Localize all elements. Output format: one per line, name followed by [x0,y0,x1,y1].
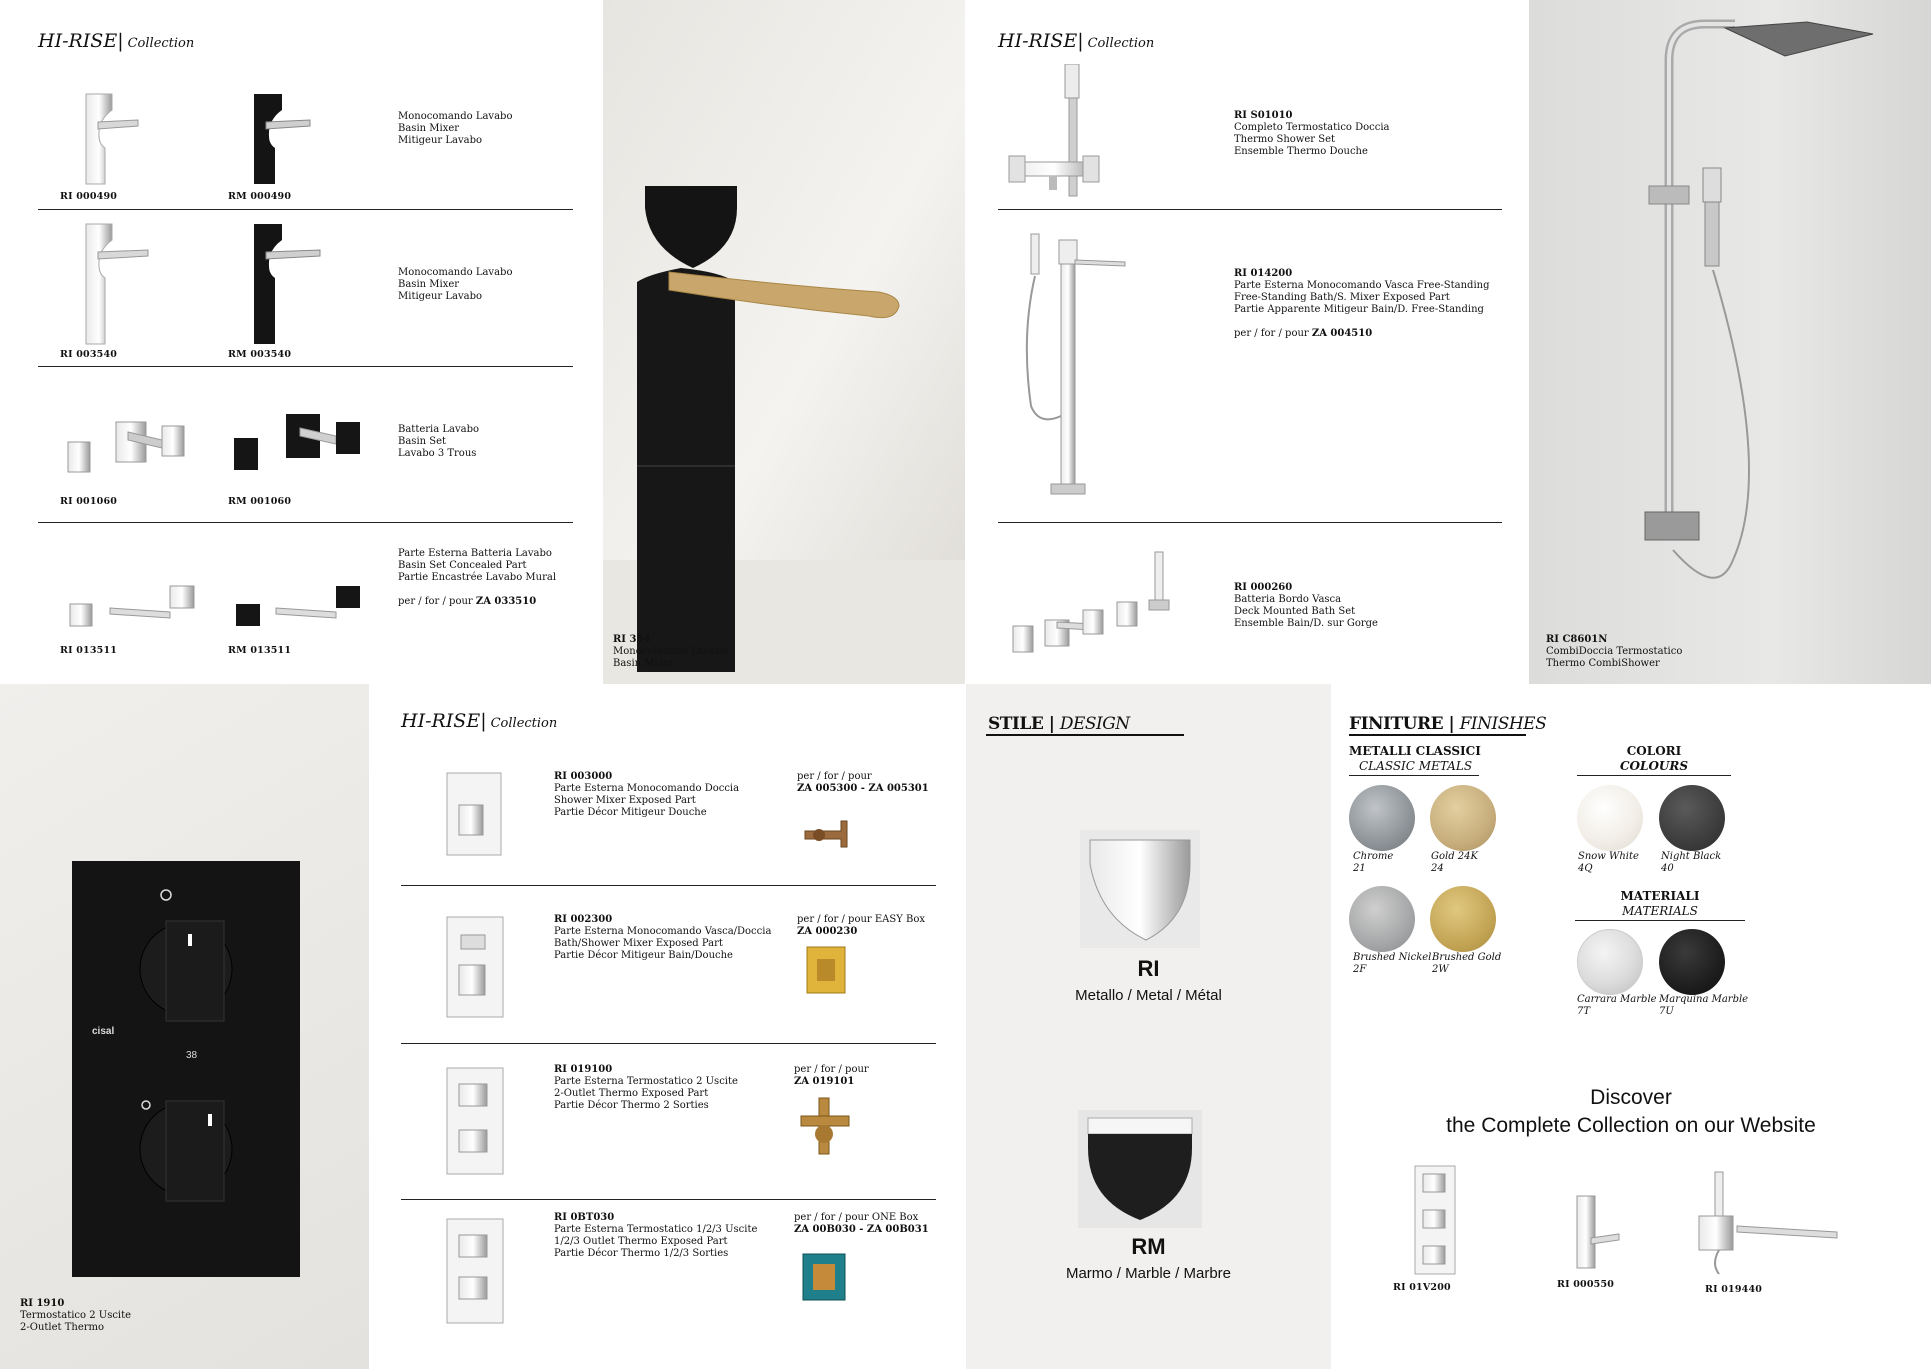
metal-finish-code: RI [1137,956,1160,981]
product-description: Monocomando Lavabo Basin Mixer Mitigeur Lavabo [398,111,513,146]
row-divider [401,885,936,886]
tall-basin-mixer-chrome-image [78,222,168,347]
product-description: RI 002300 Parte Esterna Monocomando Vasca/Doccia Bath/Shower Mixer Exposed Part Partie Décor Mitigeur Bain/Douche [554,914,772,961]
easy-box-image [799,943,853,999]
finishes-title: FINITURE | FINISHES [1349,714,1547,734]
product-code: RM 001060 [228,496,292,507]
product-basin-mixer-image [1569,1194,1629,1276]
swatch-brushed-gold[interactable] [1430,886,1496,952]
metals-underline [1349,775,1479,776]
marble-finish-code: RM [1131,1234,1166,1259]
free-standing-bath-mixer-image [1021,232,1131,500]
design-title: STILE | DESIGN [988,714,1130,734]
thermo-shower-set-image [1005,64,1125,204]
concealed-valve-image [799,807,853,855]
product-code: RM 013511 [228,645,292,656]
page-finishes [1331,684,1931,1369]
swatch-carrara-marble[interactable] [1577,929,1643,995]
row-divider [38,209,573,210]
discover-heading: Discover the Complete Collection on our Website [1446,1086,1816,1137]
per-code: per / for / pour ONE Box ZA 00B030 - ZA 00B031 [794,1212,929,1235]
page-thermostat-photo [0,684,369,1369]
brand-mark: cisal [92,1026,115,1037]
product-code: RI 000550 [1557,1279,1615,1290]
page-basin-mixers [0,0,603,684]
per-code: per / for / pour ZA 019101 [794,1064,869,1087]
swatch-label: Marquina Marble 7U [1659,994,1749,1017]
collection-title: HI-RISE| Collection [998,30,1155,52]
colours-heading: COLORI [1626,744,1682,758]
tall-basin-mixer-marble-image [248,222,338,347]
row-divider [998,209,1502,210]
row-divider [38,366,573,367]
product-description: RI 003000 Parte Esterna Monocomando Doccia Shower Mixer Exposed Part Partie Décor Mitigeur Douche [554,771,740,818]
title-underline [1349,734,1526,736]
swatch-marquina-marble[interactable] [1659,929,1725,995]
photo-caption: RI 354 Monocomando Lavabo Basin Mixer [613,634,728,669]
materials-underline [1575,920,1745,921]
product-description: RI 019100 Parte Esterna Termostatico 2 Uscite 2-Outlet Thermo Exposed Part Partie Décor Thermo 2 Sorties [554,1064,738,1111]
materials-subheading: MATERIALS [1622,904,1698,918]
wall-basin-set-marble-image [230,582,370,632]
wall-basin-set-chrome-image [64,582,204,632]
thermo-multi-outlet-exposed-image [445,1217,505,1325]
product-wall-bath-set-image [1695,1168,1845,1278]
combishower-image [1529,0,1931,684]
basin-mixer-chrome-image [78,92,158,187]
thermo-2-outlet-exposed-image [445,1066,505,1176]
swatch-brushed-nickel[interactable] [1349,886,1415,952]
product-description: RI 0BT030 Parte Esterna Termostatico 1/2/3 Uscite 1/2/3 Outlet Thermo Exposed Part Partie Décor Thermo 1/2/3 Sorties [554,1212,758,1259]
swatch-label: Gold 24K 24 [1431,851,1478,874]
basin-mixer-marble-image [248,92,328,187]
product-thermo-3-outlet-image [1411,1164,1459,1276]
one-box-image [797,1250,853,1306]
deck-mounted-bath-set-image [1005,550,1185,660]
swatch-label: Snow White 4Q [1578,851,1639,874]
page-shower-bath [965,0,1529,684]
swatch-label: Night Black 40 [1661,851,1722,874]
marble-finish-label: Marmo / Marble / Marbre [1065,1265,1232,1282]
metals-heading: METALLI CLASSICI [1349,744,1481,758]
product-description: Parte Esterna Batteria Lavabo Basin Set Concealed Part Partie Encastrée Lavabo Mural per / for / pour ZA 033510 [398,548,557,607]
row-divider [401,1043,936,1044]
product-code: RI 003540 [60,349,118,360]
row-divider [401,1199,936,1200]
product-description: RI 014200 Parte Esterna Monocomando Vasca Free-Standing Free-Standing Bath/S. Mixer Exposed Part Partie Apparente Mitigeur Bain/D. Free-Standing per / for / pour ZA 004510 [1234,268,1490,339]
basin-set-marble-image [230,408,370,483]
row-divider [38,522,573,523]
page-hero-basin-mixer [603,0,965,684]
materials-heading: MATERIALI [1620,889,1700,903]
product-description: Monocomando Lavabo Basin Mixer Mitigeur Lavabo [398,267,513,302]
bath-shower-mixer-exposed-image [445,915,505,1019]
product-code: RM 003540 [228,349,292,360]
thermostat-image [70,859,302,1279]
product-code: RI 000490 [60,191,118,202]
metal-finish-label: Metallo / Metal / Métal [1075,987,1222,1004]
product-description: RI S01010 Completo Termostatico Doccia Thermo Shower Set Ensemble Thermo Douche [1234,110,1390,157]
product-code: RI 01V200 [1393,1282,1451,1293]
swatch-label: Brushed Gold 2W [1432,952,1502,975]
row-divider [998,522,1502,523]
basin-set-chrome-image [64,410,194,485]
product-description: Batteria Lavabo Basin Set Lavabo 3 Trous [398,424,480,459]
swatch-snow-white[interactable] [1577,785,1643,851]
page-combishower-photo [1529,0,1931,684]
metal-finish-image [1080,830,1200,948]
marble-finish-image [1078,1110,1202,1228]
product-description: RI 000260 Batteria Bordo Vasca Deck Mounted Bath Set Ensemble Bain/D. sur Gorge [1234,582,1378,629]
colours-underline [1577,775,1731,776]
collection-title: HI-RISE| Collection [38,30,195,52]
page-concealed-mixers [369,684,966,1369]
swatch-label: Brushed Nickel 2F [1353,952,1432,975]
basin-mixer-hero-image [603,0,965,684]
per-code: per / for / pour ZA 005300 - ZA 005301 [797,771,929,794]
swatch-gold-24k[interactable] [1430,785,1496,851]
product-code: RI 001060 [60,496,118,507]
shower-mixer-exposed-image [445,771,505,857]
swatch-label: Chrome 21 [1353,851,1394,874]
photo-caption: RI C8601N CombiDoccia Termostatico Thermo CombiShower [1546,634,1683,669]
per-code: per / for / pour EASY Box ZA 000230 [797,914,926,937]
swatch-night-black[interactable] [1659,785,1725,851]
swatch-chrome[interactable] [1349,785,1415,851]
temperature-mark: 38 [186,1050,198,1061]
collection-title: HI-RISE| Collection [401,710,558,732]
product-code: RM 000490 [228,191,292,202]
swatch-label: Carrara Marble 7T [1577,994,1657,1017]
metals-subheading: CLASSIC METALS [1359,759,1473,773]
colours-subheading: COLOURS [1620,759,1688,773]
photo-caption: RI 1910 Termostatico 2 Uscite 2-Outlet Thermo [20,1298,132,1333]
title-underline [986,734,1184,736]
product-code: RI 013511 [60,645,118,656]
page-design [966,684,1331,1369]
thermo-body-image [795,1094,855,1158]
product-code: RI 019440 [1705,1284,1763,1295]
